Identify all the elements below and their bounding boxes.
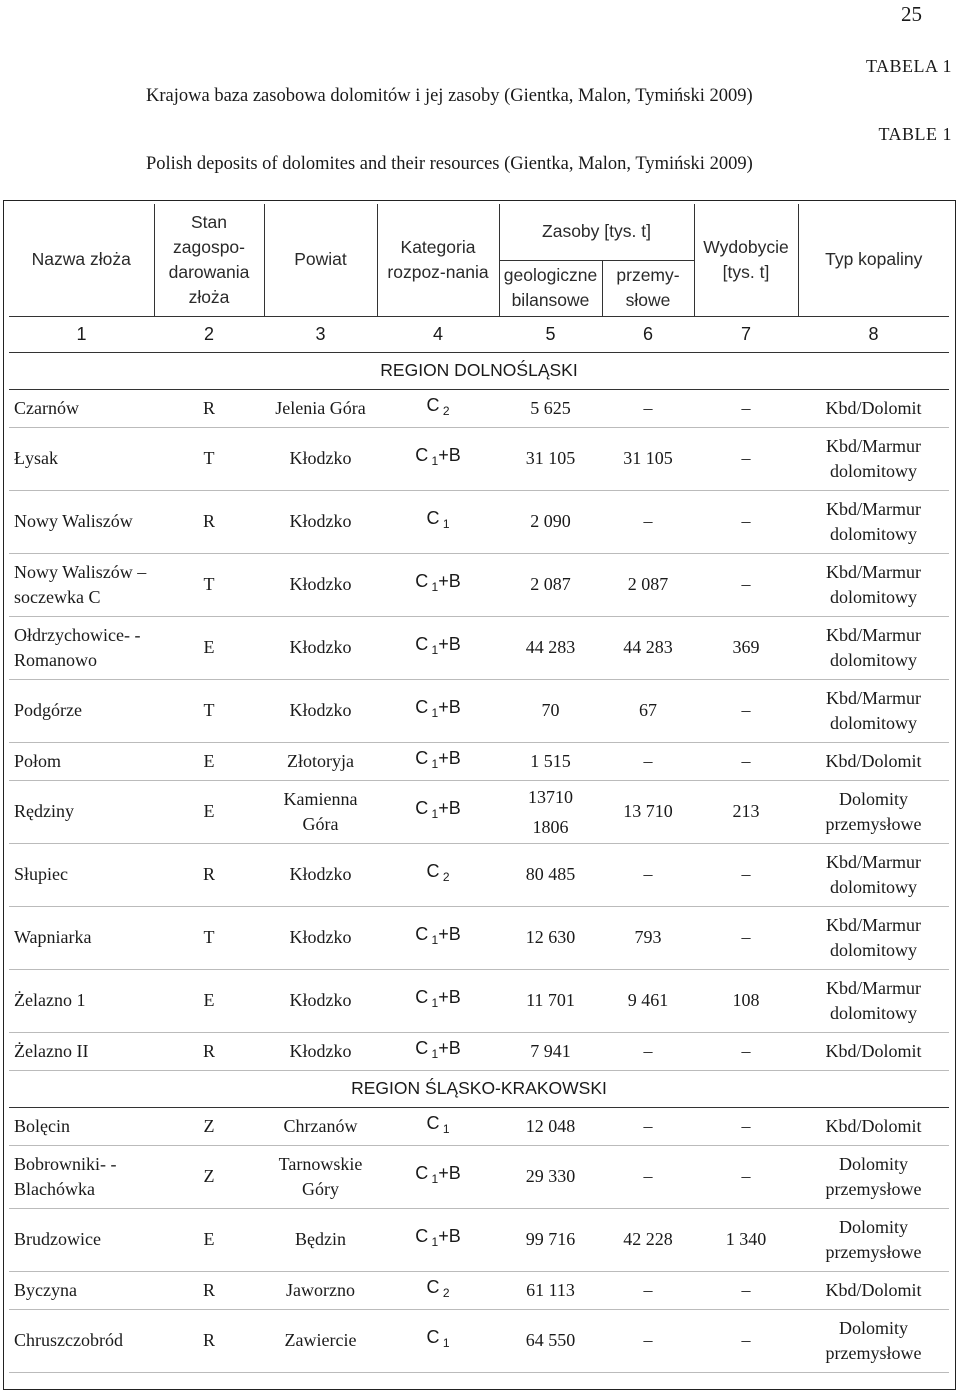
geological-resources (499, 553, 602, 616)
table-row (9, 1271, 949, 1309)
output-value: – (694, 742, 798, 780)
deposit-state: Z (154, 1107, 264, 1145)
category-letter: C (415, 987, 429, 1007)
header-geological: geologiczne bilansowe (499, 260, 602, 316)
geological-value: 64 550 (525, 1330, 576, 1350)
table-row (9, 389, 949, 427)
category-index: 1 (428, 1046, 439, 1061)
column-number: 8 (798, 316, 949, 352)
output-value: – (694, 389, 798, 427)
category-letter: C (426, 508, 440, 528)
industrial-resources: – (602, 1107, 694, 1145)
table-body (9, 316, 949, 1372)
category-index: 2 (439, 403, 450, 418)
recognition-category (377, 742, 499, 780)
category-letter: C (426, 1327, 440, 1347)
category-letter: C (426, 1276, 440, 1297)
output-value: 1 340 (694, 1208, 798, 1271)
deposit-state: T (154, 679, 264, 742)
geological-resources (499, 1271, 602, 1309)
category-index: 1 (428, 580, 439, 594)
geological-resources (499, 1145, 602, 1208)
deposit-state: T (154, 427, 264, 490)
table-row (9, 490, 949, 553)
deposit-county: Kłodzko (264, 1032, 377, 1070)
mineral-type: Kbd/Marmur dolomitowy (798, 616, 949, 679)
category-index: 1 (428, 933, 439, 947)
table-row (9, 1309, 949, 1372)
industrial-resources: 13 710 (602, 780, 694, 843)
geological-resources (499, 389, 602, 427)
deposit-name: Słupiec (9, 843, 154, 906)
category-index: 2 (439, 1285, 450, 1300)
geological-value: 1 515 (530, 750, 571, 771)
industrial-resources: 793 (602, 906, 694, 969)
mineral-type: Kbd/Dolomit (798, 1032, 949, 1070)
category-suffix: +B (438, 571, 461, 591)
mineral-type: Kbd/Dolomit (798, 1271, 949, 1309)
deposit-county: Kamienna Góra (264, 780, 377, 843)
column-number: 2 (154, 316, 264, 352)
table-row (9, 616, 949, 679)
category-suffix: +B (438, 987, 461, 1007)
category-suffix: +B (438, 747, 461, 768)
table-row (9, 780, 949, 843)
recognition-category (377, 490, 499, 553)
recognition-category (377, 1145, 499, 1208)
output-value: 108 (694, 969, 798, 1032)
geological-value: 61 113 (526, 1279, 575, 1300)
output-value: – (694, 843, 798, 906)
deposit-county: Będzin (264, 1208, 377, 1271)
deposit-state: T (154, 553, 264, 616)
industrial-resources: – (602, 490, 694, 553)
geological-value: 44 283 (525, 637, 576, 657)
category-letter: C (426, 394, 440, 415)
deposit-name: Rędziny (9, 780, 154, 843)
header-output: Wydobycie [tys. t] (694, 204, 798, 316)
category-index: 1 (428, 1172, 439, 1186)
category-index: 1 (439, 1121, 450, 1136)
deposit-name: Czarnów (9, 389, 154, 427)
deposit-name: Bolęcin (9, 1107, 154, 1145)
category-index: 1 (428, 807, 439, 821)
header-industrial: przemy-słowe (602, 260, 694, 316)
category-index: 1 (428, 756, 439, 771)
region-title: REGION DOLNOŚLĄSKI (9, 352, 949, 389)
geological-value: 99 716 (525, 1229, 576, 1249)
mineral-type: Kbd/Marmur dolomitowy (798, 553, 949, 616)
column-number: 3 (264, 316, 377, 352)
table-row (9, 742, 949, 780)
category-letter: C (415, 1226, 429, 1246)
geological-value: 31 105 (525, 448, 576, 468)
mineral-type: Kbd/Marmur dolomitowy (798, 843, 949, 906)
table-label-en: TABLE 1 (878, 124, 952, 144)
deposit-state: Z (154, 1145, 264, 1208)
output-value: – (694, 679, 798, 742)
industrial-resources: – (602, 1309, 694, 1372)
recognition-category (377, 616, 499, 679)
output-value: 213 (694, 780, 798, 843)
output-value: – (694, 553, 798, 616)
geological-value: 12 048 (525, 1115, 576, 1136)
recognition-category (377, 1271, 499, 1309)
recognition-category (377, 1107, 499, 1145)
column-numbers-row (9, 316, 949, 352)
mineral-type: Dolomity przemysłowe (798, 780, 949, 843)
geological-resources (499, 1032, 602, 1070)
category-index: 1 (439, 1336, 450, 1350)
deposit-name: Połom (9, 742, 154, 780)
output-value: – (694, 1107, 798, 1145)
table-row (9, 906, 949, 969)
table-label-pl: TABELA 1 (865, 56, 952, 76)
page-number: 25 (901, 2, 922, 26)
category-letter: C (415, 1163, 429, 1183)
recognition-category (377, 780, 499, 843)
deposit-county: Kłodzko (264, 490, 377, 553)
deposit-state: R (154, 843, 264, 906)
geological-resources (499, 843, 602, 906)
geological-resources (499, 780, 602, 843)
deposit-name: Łysak (9, 427, 154, 490)
category-letter: C (415, 634, 429, 654)
geological-value: 29 330 (525, 1166, 576, 1186)
recognition-category (377, 1208, 499, 1271)
recognition-category (377, 1032, 499, 1070)
geological-resources (499, 616, 602, 679)
recognition-category (377, 389, 499, 427)
output-value: – (694, 906, 798, 969)
header-county: Powiat (264, 204, 377, 316)
region-row (9, 1070, 949, 1107)
deposit-county: Kłodzko (264, 679, 377, 742)
industrial-resources: – (602, 742, 694, 780)
column-number: 1 (9, 316, 154, 352)
mineral-type: Kbd/Marmur dolomitowy (798, 427, 949, 490)
header-name: Nazwa złoża (9, 204, 154, 316)
geological-resources (499, 679, 602, 742)
geological-value: 2 087 (530, 574, 571, 594)
deposit-state: R (154, 1271, 264, 1309)
mineral-type: Dolomity przemysłowe (798, 1208, 949, 1271)
category-suffix: +B (438, 1226, 461, 1246)
category-suffix: +B (438, 798, 461, 818)
geological-value: 80 485 (525, 864, 576, 884)
category-index: 1 (428, 996, 439, 1010)
geological-resources (499, 490, 602, 553)
geological-resources (499, 742, 602, 780)
recognition-category (377, 427, 499, 490)
category-letter: C (415, 1037, 429, 1058)
geological-resources (499, 1309, 602, 1372)
deposit-county: Tarnowskie Góry (264, 1145, 377, 1208)
industrial-resources: 2 087 (602, 553, 694, 616)
category-letter: C (415, 445, 429, 465)
category-letter: C (415, 798, 429, 818)
mineral-type: Kbd/Dolomit (798, 742, 949, 780)
industrial-resources: – (602, 843, 694, 906)
deposit-state: E (154, 616, 264, 679)
industrial-resources: – (602, 1145, 694, 1208)
output-value: – (694, 490, 798, 553)
geological-value: 12 630 (525, 927, 576, 947)
deposit-county: Jelenia Góra (264, 389, 377, 427)
header-category: Kategoria rozpoz-nania (377, 204, 499, 316)
category-letter: C (415, 924, 429, 944)
output-value: – (694, 1145, 798, 1208)
mineral-type: Kbd/Marmur dolomitowy (798, 679, 949, 742)
geological-value: 5 625 (530, 397, 571, 418)
deposit-name: Żelazno 1 (9, 969, 154, 1032)
deposit-state: R (154, 1032, 264, 1070)
deposit-name: Ołdrzychowice- -Romanowo (9, 616, 154, 679)
geological-resources (499, 969, 602, 1032)
table-row (9, 843, 949, 906)
geological-value: 7 941 (530, 1040, 571, 1061)
geological-resources (499, 906, 602, 969)
category-index: 1 (439, 517, 450, 531)
geological-resources (499, 427, 602, 490)
table-row (9, 969, 949, 1032)
category-suffix: +B (438, 924, 461, 944)
region-title: REGION ŚLĄSKO-KRAKOWSKI (9, 1070, 949, 1107)
deposits-table (9, 204, 949, 1373)
column-number: 6 (602, 316, 694, 352)
deposit-state: T (154, 906, 264, 969)
deposit-county: Chrzanów (264, 1107, 377, 1145)
header-type: Typ kopaliny (825, 249, 923, 270)
table-row (9, 1107, 949, 1145)
table-row (9, 553, 949, 616)
industrial-resources: – (602, 1032, 694, 1070)
table-frame (3, 200, 956, 1390)
geological-resources (499, 1208, 602, 1271)
table-row (9, 1208, 949, 1271)
category-index: 2 (439, 870, 450, 884)
recognition-category (377, 679, 499, 742)
deposit-name: Wapniarka (9, 906, 154, 969)
deposit-state: E (154, 969, 264, 1032)
deposit-state: E (154, 742, 264, 780)
industrial-resources: – (602, 389, 694, 427)
table-row (9, 1145, 949, 1208)
header-resources: Zasoby [tys. t] (499, 204, 694, 260)
column-number: 5 (499, 316, 602, 352)
deposit-name: Nowy Waliszów (9, 490, 154, 553)
recognition-category (377, 1309, 499, 1372)
category-index: 1 (428, 1235, 439, 1249)
output-value: – (694, 1309, 798, 1372)
industrial-resources: 31 105 (602, 427, 694, 490)
header-state: Stan zagospo-darowania złoża (154, 204, 264, 316)
output-value: – (694, 1271, 798, 1309)
geological-value: 70 (541, 700, 560, 720)
deposit-county: Kłodzko (264, 969, 377, 1032)
mineral-type: Kbd/Marmur dolomitowy (798, 906, 949, 969)
deposit-county: Kłodzko (264, 906, 377, 969)
output-value: – (694, 427, 798, 490)
deposit-name: Brudzowice (9, 1208, 154, 1271)
deposit-county: Kłodzko (264, 843, 377, 906)
table-row (9, 1032, 949, 1070)
industrial-resources: 67 (602, 679, 694, 742)
category-letter: C (415, 571, 429, 591)
deposit-county: Kłodzko (264, 553, 377, 616)
industrial-resources: 9 461 (602, 969, 694, 1032)
deposit-state: R (154, 1309, 264, 1372)
deposit-county: Złotoryja (264, 742, 377, 780)
mineral-type: Dolomity przemysłowe (798, 1145, 949, 1208)
recognition-category (377, 969, 499, 1032)
deposit-county: Kłodzko (264, 616, 377, 679)
deposit-state: R (154, 490, 264, 553)
deposit-county: Zawiercie (264, 1309, 377, 1372)
column-number: 4 (377, 316, 499, 352)
deposit-state: R (154, 389, 264, 427)
geological-value: 11 701 (526, 990, 575, 1010)
deposit-name: Nowy Waliszów – soczewka C (9, 553, 154, 616)
deposit-state: E (154, 780, 264, 843)
output-value: – (694, 1032, 798, 1070)
category-letter: C (426, 1112, 440, 1133)
industrial-resources: – (602, 1271, 694, 1309)
category-suffix: +B (438, 1037, 461, 1058)
deposit-name: Żelazno II (9, 1032, 154, 1070)
category-index: 1 (428, 706, 439, 720)
geological-value-2: 1806 (532, 816, 569, 837)
recognition-category (377, 843, 499, 906)
output-value: 369 (694, 616, 798, 679)
table-caption-pl: Krajowa baza zasobowa dolomitów i jej zasoby (Gientka, Malon, Tymiński 2009) (146, 86, 753, 106)
table-row (9, 679, 949, 742)
mineral-type: Kbd/Dolomit (798, 1107, 949, 1145)
category-letter: C (415, 747, 429, 768)
mineral-type: Dolomity przemysłowe (798, 1309, 949, 1372)
category-suffix: +B (438, 634, 461, 654)
mineral-type: Kbd/Marmur dolomitowy (798, 969, 949, 1032)
category-index: 1 (428, 643, 439, 657)
geological-value: 13710 (528, 786, 573, 807)
deposit-name: Bobrowniki- -Blachówka (9, 1145, 154, 1208)
mineral-type: Kbd/Marmur dolomitowy (798, 490, 949, 553)
deposit-name: Chruszczobród (9, 1309, 154, 1372)
category-letter: C (426, 861, 440, 881)
table-caption-en: Polish deposits of dolomites and their resources (Gientka, Malon, Tymiński 2009) (146, 154, 753, 174)
category-suffix: +B (438, 697, 461, 717)
geological-value: 2 090 (530, 511, 571, 531)
category-letter: C (415, 697, 429, 717)
category-index: 1 (428, 454, 439, 468)
deposit-county: Jaworzno (264, 1271, 377, 1309)
recognition-category (377, 553, 499, 616)
deposit-name: Byczyna (9, 1271, 154, 1309)
industrial-resources: 42 228 (602, 1208, 694, 1271)
mineral-type: Kbd/Dolomit (798, 389, 949, 427)
region-row (9, 352, 949, 389)
column-number: 7 (694, 316, 798, 352)
industrial-resources: 44 283 (602, 616, 694, 679)
recognition-category (377, 906, 499, 969)
deposit-state: E (154, 1208, 264, 1271)
table-row (9, 427, 949, 490)
category-suffix: +B (438, 445, 461, 465)
deposit-name: Podgórze (9, 679, 154, 742)
category-suffix: +B (438, 1163, 461, 1183)
deposit-county: Kłodzko (264, 427, 377, 490)
geological-resources (499, 1107, 602, 1145)
